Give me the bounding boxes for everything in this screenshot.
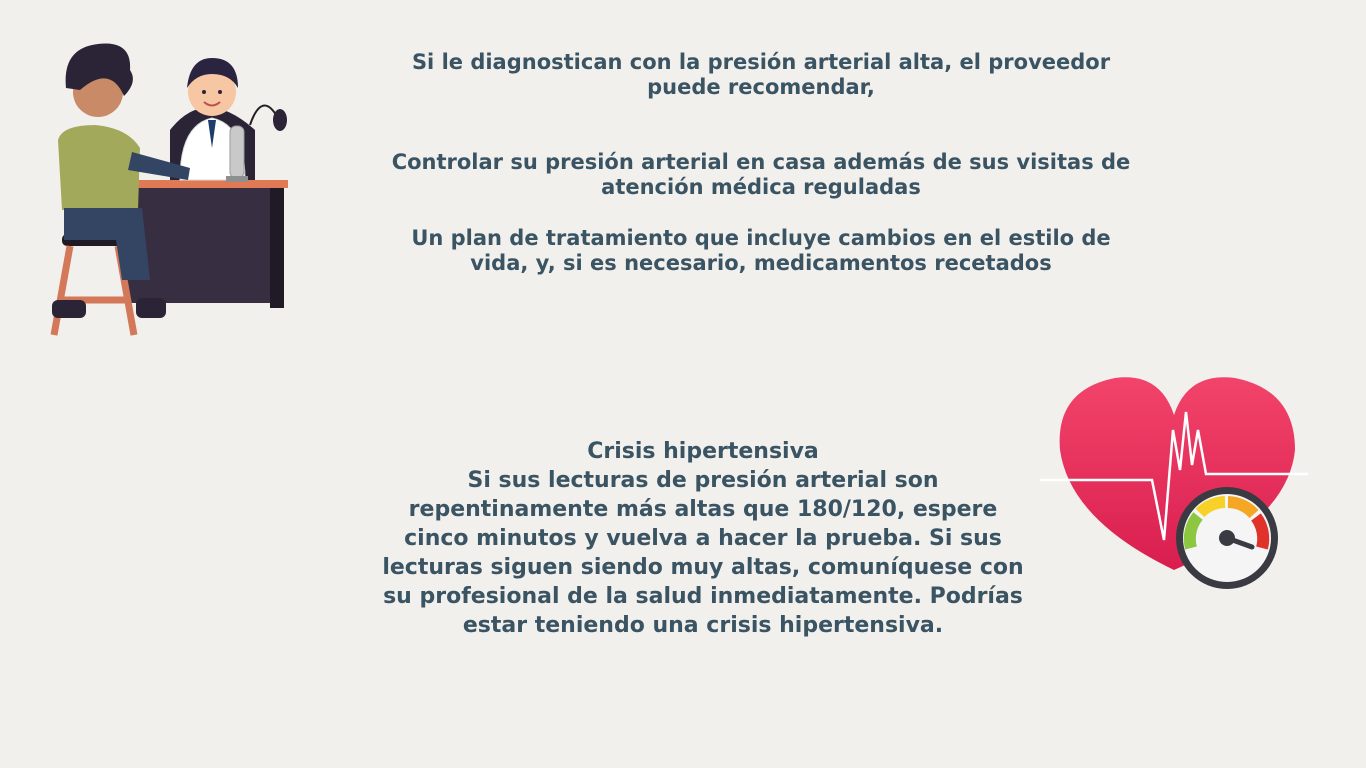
desk-body xyxy=(124,188,274,303)
patient-shirt xyxy=(58,125,140,210)
crisis-title: Crisis hipertensiva xyxy=(587,439,819,464)
desk-side xyxy=(270,188,284,308)
patient-shoe xyxy=(136,298,166,318)
pump-bulb xyxy=(273,109,287,131)
intro-text: Si le diagnostican con la presión arterial alta, el proveedor puede recomendar, xyxy=(411,50,1111,99)
doctor-patient-illustration xyxy=(40,30,300,340)
crisis-section xyxy=(376,437,1030,640)
crisis-body: Si sus lecturas de presión arterial son repentinamente más altas que 180/120, espere cinco minutos y vuelva a hacer la prueba. Si sus lecturas siguen siendo muy altas, comuníquese con su profesional de la salud inmediatamente. Podrías estar teniendo una crisis hipertensiva. xyxy=(382,468,1024,638)
sphygmomanometer xyxy=(230,126,244,178)
recommendation-home-monitoring: Controlar su presión arterial en casa además de sus visitas de atención médica reguladas xyxy=(391,150,1131,199)
desk-top xyxy=(120,180,288,188)
recommendation-treatment-plan: Un plan de tratamiento que incluye cambios en el estilo de vida, y, si es necesario, medicamentos recetados xyxy=(411,226,1111,275)
heart-gauge-illustration xyxy=(1040,370,1310,595)
